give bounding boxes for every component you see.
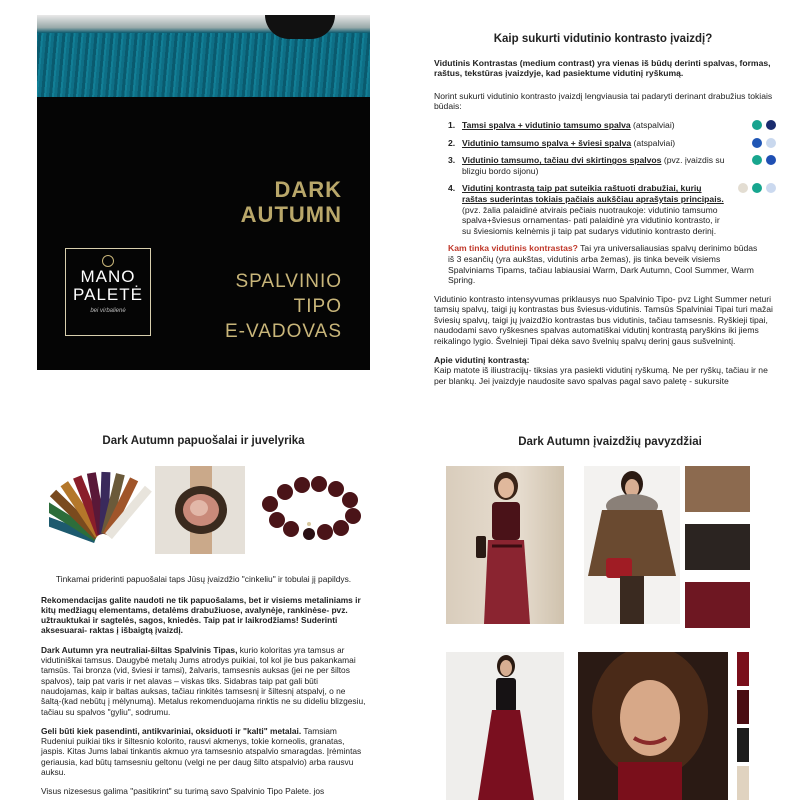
mano-palete-logo: MANO PALETĖ bei virbalienė [65, 248, 151, 336]
color-dots [752, 120, 776, 130]
color-dot-icon [766, 138, 776, 148]
cover-page [37, 15, 370, 370]
color-dot-icon [766, 183, 776, 193]
looks-heading: Dark Autumn įvaizdžių pavyzdžiai [518, 436, 702, 448]
jewelry-heading: Dark Autumn papuošalai ir juvelyrika [102, 435, 305, 447]
color-dot-icon [766, 155, 776, 165]
jewelry-metals: Dark Autumn yra neutraliai-šiltas Spalvinis Tipas, kurio koloritas yra tamsus ar vidutiniškai tamsus. Daugybė metalų Jums atrodys puikiai, tol kol jie bus pakankamai tamsūs. Tai bronza (vid, šviesi ir tamsi), žalvaris, tamsesnis auksas (jei ne per šiltos spalvos), taip pat varis ir net alavas – viskas tiks. Sidabras taip pat gali būti naudojamas, kaip ir baltas auksas, tačiau rinkitės tamsesnį ir šiltesnį atspalvį, o ne šaltą-(kad nebūtų į mėlynumą). Metalus rekomenduojama rinktis ne su dideliu blizgesiu, tačiau su spalvos "gyliu", sodrumu. [41, 644, 366, 717]
color-fan-image [49, 468, 157, 543]
contrast-list-item: 4. Vidutinį kontrastą taip pat suteikia raštuoti drabužiai, kurių raštas suderintas tokiais pačiais aukščiau aprašytais principais. (pvz. žalia palaidinė atvirais pečiais nuotraukoje: vidutinio tamsumo spalva+šviesus ornamentas- pati palaidinė yra vidutinio kontrasto, ir su šviesiomis kelnėmis ji taip pat sudarys vidutinio kontrasto derinį. [448, 183, 728, 236]
jewelry-recommendations: Rekomendacijas galite naudoti ne tik papuošalams, bet ir visiems metaliniams ir kitų medžiagų elementams, detalėms drabužiuose, avalynėje, rankinėse- pvz. užtrauktukai ir sagtelės, sagos, kniedės. Taip pat ir laikrodžiams! Suderinti aksesuarai- raktas į išbaigtą įvaizdį. [41, 594, 361, 636]
swatch-brown [685, 466, 750, 512]
swatch-deep-red [737, 690, 749, 724]
bead-bracelet-image [255, 474, 365, 544]
color-dots [752, 138, 776, 148]
color-dots [752, 155, 776, 165]
swatch-dark-brown [685, 524, 750, 570]
about-text: Kaip matote iš iliustracijų- tiksias yra pasiekti vidutinį ryškumą. Ne per ryškų, tačiau ir ne per blankų. Jei įvaizdyje naudosite savo spalvas pagal savo paletę - sukursite [434, 365, 768, 386]
look-photo-portrait [578, 652, 728, 800]
looks-page [430, 428, 790, 800]
contrast-list-item: 2. Vidutinio tamsumo spalva + šviesi spalva (atspalviai) [448, 138, 728, 149]
contrast-list-item: 1. Tamsi spalva + vidutinio tamsumo spalva (atspalviai) [448, 120, 728, 131]
color-dot-icon [738, 183, 748, 193]
who-suits: Kam tinka vidutinis kontrastas? Tai yra universaliausias spalvų derinimo būdas iš 3 esančių (yra aukštas, vidutinis arba žemas), jis tinka beveik visiems Spalviniams Tipams, tačiau labiausiai Warm, Dark Autumn, Cool Summer, Warm Spring. [448, 243, 758, 286]
swatch-red [737, 652, 749, 686]
logo-ring-icon [102, 255, 114, 267]
jewelry-stones: Geli būti kiek pasendinti, antikvariniai, oksiduoti ir "kalti" metalai. Tamsiam Rudeniui puikiai tiks ir šiltesnio kolorito, rausvi akmenys, tokie korneolis, granatas, jaspis. Kitas Jums labai tinkantis akmuo yra tamsesnio atspalvio smaragdas. Įrėmintas geriausia, kad būtų tamsesniu geltonu (velgi ne per daug šilto atspalvio) arba rausvu auksu. [41, 725, 362, 778]
color-dot-icon [752, 120, 762, 130]
color-dots [738, 183, 776, 193]
about-title: Apie vidutinį kontrastą: [434, 354, 530, 365]
look-photo-burgundy-top [446, 466, 564, 624]
jewelry-page [37, 428, 370, 800]
color-dot-icon [752, 155, 762, 165]
jewelry-palette-note: Visus nizesesus galima "pasitikrint" su turimą savo Spalvinio Tipo Palete. jos [41, 786, 325, 797]
jewelry-images [37, 466, 370, 546]
contrast-list-item: 3. Vidutinio tamsumo, tačiau dvi skirtingos spalvos (pvz. įvaizdis su blizgiu bordo sijonu) [448, 155, 728, 176]
look-photo-poncho [584, 466, 680, 624]
look-photo-red-skirt [446, 652, 564, 800]
bracelet-photo [155, 466, 245, 554]
contrast-intensity-paragraph: Vidutinio kontrasto intensyvumas priklausys nuo Spalvinio Tipo- pvz Light Summer neturi tamsių spalvų, taigi jų kontrastas bus šviesus-vidutinis. Tamsūs Spalviniai Tipai turi mažai šviesių spalvų, taigi jų įvaizdžio kontrastas bus vidutinis, tačiau tamsesnis. Ryškieji tipai, naudodami savo ryškesnes spalvas automatiškai vidutinį kontrastą paryškins iki jiems reikalingo lygio. Švelnieji Tipai dėka savo švelnių spalvų derinį gaus sušvelnintį. [434, 293, 773, 347]
contrast-intro: Vidutinis Kontrastas (medium contrast) yra vienas iš būdų derinti spalvas, formas, raštus, tekstūras įvaizdyje, kad pasiektume vidutinį ryškumą. [434, 57, 771, 79]
contrast-heading: Kaip sukurti vidutinio kontrasto įvaizdį? [493, 33, 713, 45]
swatch-cream [737, 766, 749, 800]
cover-subtitle: SPALVINIO TIPO E-VADOVAS [224, 271, 342, 342]
contrast-list [418, 120, 788, 236]
contrast-lead: Norint sukurti vidutinio kontrasto įvaizdį lengviausia tai padaryti derinant drabužius tokiais būdais: [434, 90, 773, 112]
cover-title: DARK AUTUMN [240, 177, 342, 227]
color-dot-icon [752, 138, 762, 148]
jewelry-caption: Tinkamai priderinti papuošalai taps Jūsų įvaizdžio "cinkeliu" ir tobulai jį papildys. [55, 574, 352, 585]
swatch-burgundy [685, 582, 750, 628]
color-dot-icon [752, 183, 762, 193]
swatch-black [737, 728, 749, 762]
color-dot-icon [766, 120, 776, 130]
contrast-page [418, 30, 788, 390]
